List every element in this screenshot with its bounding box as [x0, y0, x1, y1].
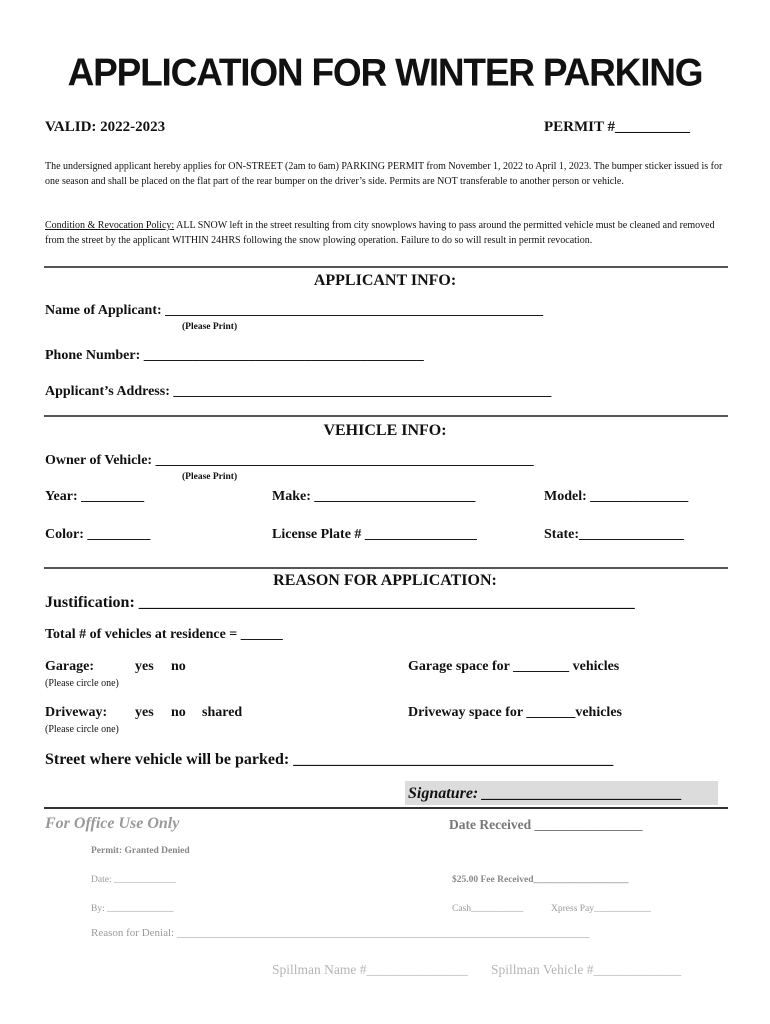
- policy-text: ALL SNOW left in the street resulting from city snowplows having to pass around the permitted vehicle must be cleaned and removed from the street by the applicant WITHIN 24HRS following the snow plowing operation. Failure to do so will result in permit revocation.: [45, 220, 715, 246]
- divider: [44, 415, 728, 417]
- owner-print-hint: (Please Print): [182, 472, 238, 482]
- street-parked-field[interactable]: Street where vehicle will be parked: ________________________________________: [45, 751, 614, 768]
- driveway-yes-option[interactable]: yes: [135, 705, 154, 720]
- cash-field[interactable]: Cash___________: [452, 904, 524, 914]
- driveway-label: Driveway:: [45, 705, 108, 720]
- applicant-address-field[interactable]: Applicant’s Address: ______________________________________________________: [45, 384, 552, 399]
- office-by-field[interactable]: By: ______________: [91, 904, 174, 914]
- license-plate-field[interactable]: License Plate # ________________: [272, 527, 477, 542]
- model-field[interactable]: Model: ______________: [544, 489, 689, 504]
- divider: [44, 266, 728, 268]
- applicant-heading: APPLICANT INFO:: [313, 272, 457, 289]
- justification-field[interactable]: Justification: ______________________________________________________________: [45, 594, 635, 611]
- phone-number-field[interactable]: Phone Number: ________________________________________: [45, 348, 424, 363]
- driveway-no-option[interactable]: no: [171, 705, 186, 720]
- vehicle-heading: VEHICLE INFO:: [323, 422, 447, 439]
- form-title: APPLICATION FOR WINTER PARKING: [67, 50, 703, 94]
- vehicle-owner-field[interactable]: Owner of Vehicle: ______________________________________________________: [45, 453, 534, 468]
- garage-yes-option[interactable]: yes: [135, 659, 154, 674]
- signature-field[interactable]: Signature: _________________________: [408, 785, 683, 802]
- office-date-field[interactable]: Date: _____________: [91, 875, 176, 885]
- divider: [44, 807, 728, 809]
- date-received-field[interactable]: Date Received ________________: [449, 817, 643, 832]
- driveway-shared-option[interactable]: shared: [202, 705, 243, 720]
- policy-label: Condition & Revocation Policy:: [45, 220, 175, 231]
- garage-circle-hint: (Please circle one): [45, 678, 119, 689]
- divider: [44, 567, 728, 569]
- applicant-name-field[interactable]: Name of Applicant: ______________________________________________________: [45, 303, 544, 318]
- spillman-vehicle-field[interactable]: Spillman Vehicle #_____________: [491, 962, 682, 977]
- valid-years: VALID: 2022-2023: [45, 119, 166, 135]
- year-field[interactable]: Year: _________: [45, 489, 145, 504]
- garage-no-option[interactable]: no: [171, 659, 186, 674]
- driveway-space-field[interactable]: Driveway space for _______vehicles: [408, 705, 622, 720]
- total-vehicles-field[interactable]: Total # of vehicles at residence = ______: [45, 627, 283, 642]
- denial-reason-field[interactable]: Reason for Denial: ___________________________________________________________________________: [91, 927, 590, 939]
- spillman-name-field[interactable]: Spillman Name #_______________: [272, 962, 468, 977]
- intro-paragraph: The undersigned applicant hereby applies for ON-STREET (2am to 6am) PARKING PERMIT from November 1, 2022 to April 1, 2023. The bumper sticker issued is for one season and shall be placed on the flat part of the rear bumper on the driver’s side. Permits are NOT transferable to another person or vehicle.: [45, 161, 723, 187]
- revocation-policy: [45, 219, 730, 248]
- permit-number-field[interactable]: PERMIT #__________: [544, 119, 690, 135]
- garage-space-field[interactable]: Garage space for ________ vehicles: [408, 659, 620, 674]
- color-field[interactable]: Color: _________: [45, 527, 151, 542]
- fee-received-field[interactable]: $25.00 Fee Received____________________: [452, 875, 629, 885]
- name-print-hint: (Please Print): [182, 322, 238, 332]
- permit-status[interactable]: Permit: Granted Denied: [91, 846, 190, 856]
- xpress-pay-field[interactable]: Xpress Pay____________: [551, 904, 652, 914]
- driveway-circle-hint: (Please circle one): [45, 724, 119, 735]
- state-field[interactable]: State:_______________: [544, 527, 684, 542]
- office-use-heading: For Office Use Only: [45, 815, 180, 832]
- garage-label: Garage:: [45, 659, 94, 674]
- make-field[interactable]: Make: _______________________: [272, 489, 476, 504]
- reason-heading: REASON FOR APPLICATION:: [273, 572, 497, 589]
